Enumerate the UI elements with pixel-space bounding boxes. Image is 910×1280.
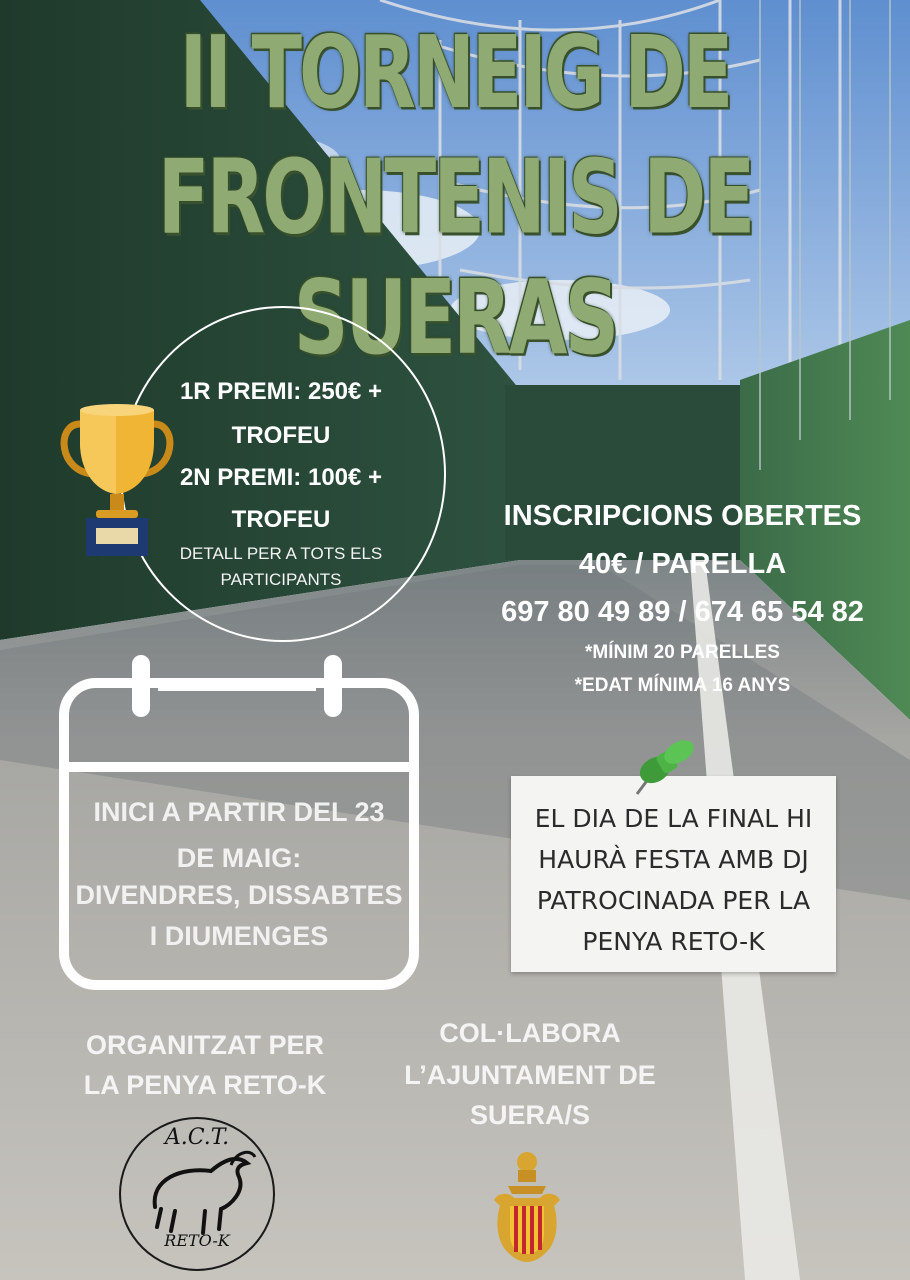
collaborator-line-2: L’AJUNTAMENT DE [404, 1060, 656, 1090]
participants-detail-2: PARTICIPANTS [220, 570, 342, 589]
final-note-line-2: HAURÀ FESTA AMB DJ [538, 845, 809, 874]
schedule-line-2: DE MAIG: [176, 843, 302, 873]
second-prize: 2N PREMI: 100€ + [179, 464, 383, 491]
logo-text-top: A.C.T. [164, 1125, 230, 1150]
first-prize-trophy: TROFEU [231, 422, 331, 449]
organizer-line-1: ORGANITZAT PER [86, 1030, 324, 1060]
registration-open: INSCRIPCIONS OBERTES [503, 500, 862, 532]
collaborator-line-3: SUERA/S [469, 1100, 591, 1130]
bull-logo [119, 1117, 275, 1271]
minimum-pairs: *MÍNIM 20 PARELLES [585, 642, 780, 663]
contact-phones: 697 80 49 89 / 674 65 54 82 [501, 596, 864, 628]
final-note-line-4: PENYA RETO-K [582, 927, 765, 956]
registration-price: 40€ / PARELLA [578, 548, 787, 580]
second-prize-trophy: TROFEU [231, 506, 331, 533]
final-note-line-3: PATROCINADA PER LA [536, 886, 811, 915]
logo-text-bottom: RETO-K [164, 1231, 230, 1250]
trophy-icon [58, 402, 176, 560]
participants-detail-1: DETALL PER A TOTS ELS [179, 544, 383, 563]
coat-of-arms-icon [488, 1148, 566, 1264]
organizer-line-2: LA PENYA RETO-K [83, 1070, 327, 1100]
schedule-line-1: INICI A PARTIR DEL 23 [93, 797, 385, 827]
schedule-line-4: I DIUMENGES [149, 921, 329, 951]
collaborator-line-1: COL·LABORA [439, 1018, 621, 1048]
title-line-1: II TORNEIG DE [179, 14, 731, 132]
final-party-note [511, 776, 836, 972]
final-note-line-1: EL DIA DE LA FINAL HI [534, 804, 813, 833]
pushpin-icon [633, 738, 699, 796]
schedule-line-3: DIVENDRES, DISSABTES [75, 880, 403, 910]
minimum-age: *EDAT MÍNIMA 16 ANYS [574, 675, 791, 696]
title-line-2: FRONTENIS DE SUERAS [157, 136, 753, 378]
first-prize: 1R PREMI: 250€ + [179, 378, 383, 405]
